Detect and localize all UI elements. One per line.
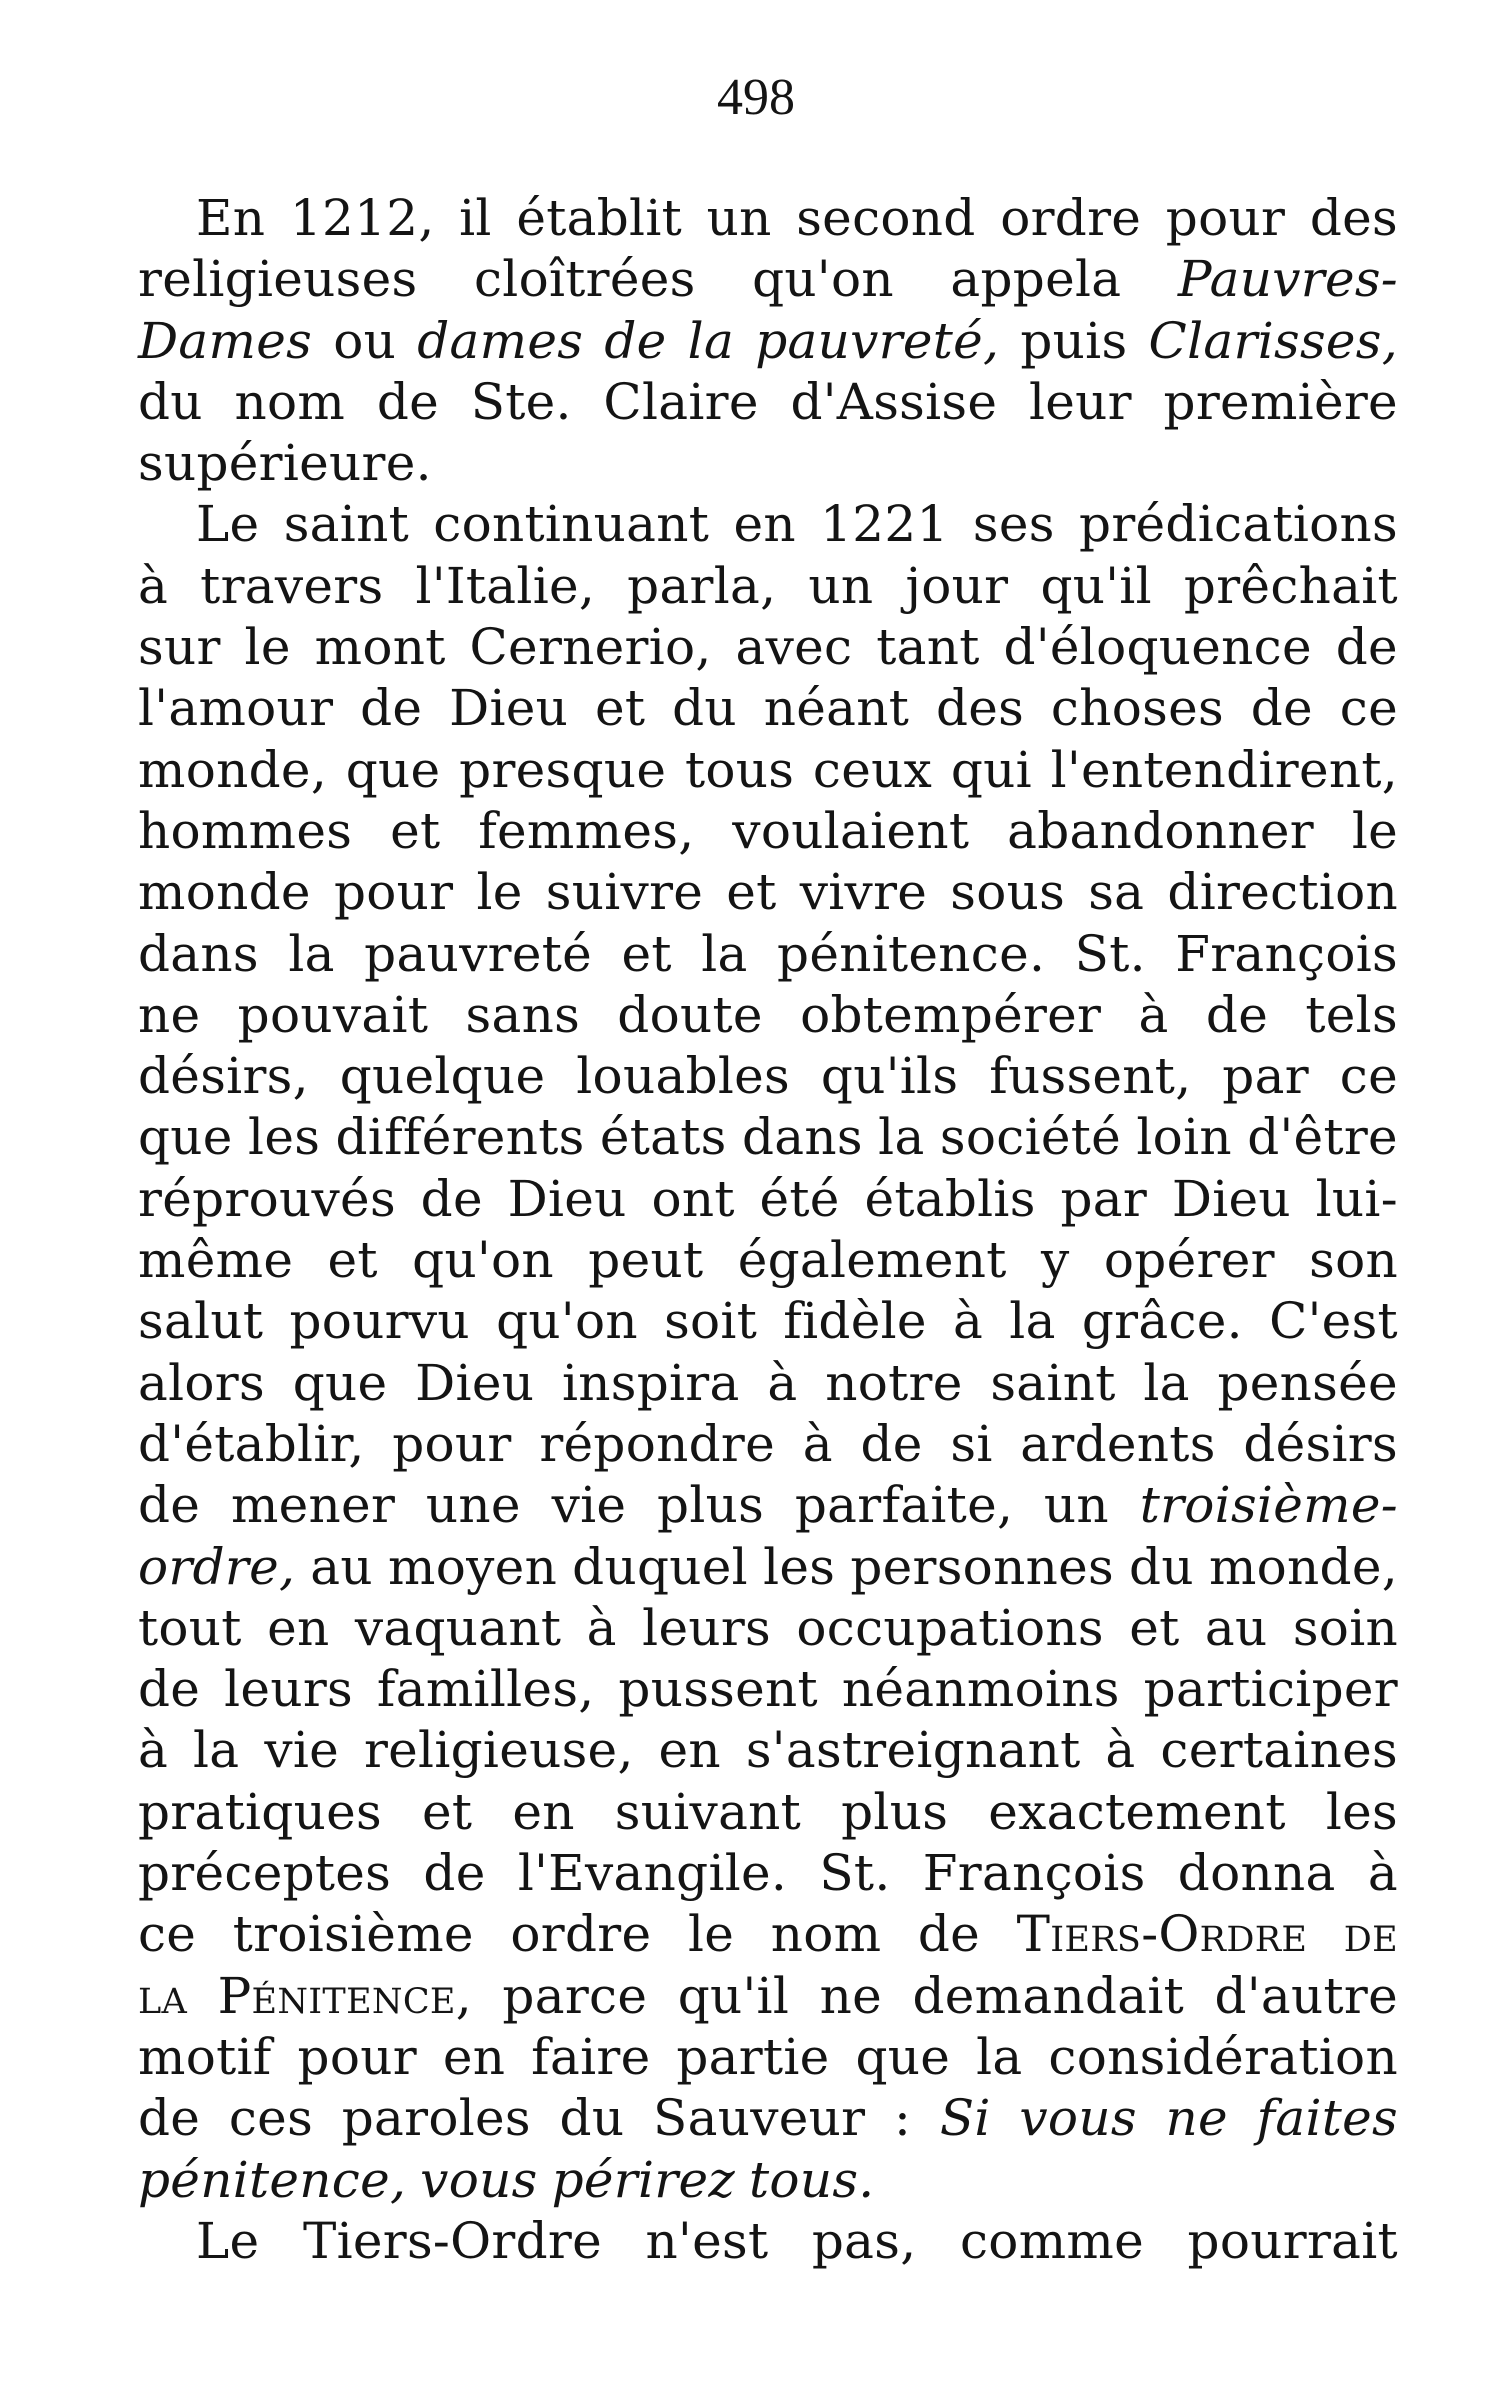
text-line bbox=[138, 862, 1398, 923]
word: plus bbox=[657, 1476, 765, 1535]
text-line bbox=[138, 1598, 1398, 1659]
word: hommes bbox=[138, 801, 353, 860]
word: la bbox=[288, 924, 335, 983]
word: d'être bbox=[1247, 1108, 1398, 1167]
word: plus bbox=[841, 1782, 949, 1841]
word: par bbox=[1060, 1169, 1148, 1228]
word: lui- bbox=[1315, 1169, 1398, 1228]
word: C'est bbox=[1269, 1292, 1398, 1351]
word: qui bbox=[950, 740, 1032, 799]
word: établit bbox=[516, 189, 683, 247]
word: François bbox=[922, 1844, 1146, 1903]
word: que bbox=[345, 740, 441, 799]
word: choses bbox=[1050, 679, 1224, 738]
word: second bbox=[796, 189, 976, 247]
word: à bbox=[952, 1292, 984, 1351]
word: société bbox=[939, 1108, 1122, 1167]
word: ne bbox=[819, 1966, 882, 2025]
word: que bbox=[855, 2027, 951, 2086]
word: en bbox=[512, 1782, 575, 1841]
word: ne bbox=[138, 985, 201, 1044]
word: suivant bbox=[614, 1782, 802, 1841]
word: états bbox=[599, 1108, 727, 1167]
text-line bbox=[138, 494, 1398, 555]
text-line bbox=[138, 2150, 1398, 2211]
word: François bbox=[1175, 924, 1398, 983]
word: Pénitence, bbox=[217, 1966, 472, 2025]
text-line bbox=[138, 801, 1398, 862]
word: participer bbox=[1143, 1660, 1398, 1719]
word: Cernerio, bbox=[469, 618, 712, 677]
word: Dieu bbox=[507, 1169, 627, 1228]
word: à bbox=[767, 1353, 798, 1412]
word: pauvreté bbox=[364, 924, 593, 983]
word: y bbox=[1041, 1231, 1070, 1290]
word: leur bbox=[1028, 372, 1132, 431]
word: d'éloquence bbox=[1003, 618, 1312, 677]
text-line bbox=[138, 1353, 1398, 1414]
word: ordre bbox=[1000, 189, 1142, 247]
word: l'Italie, bbox=[415, 556, 596, 615]
word: désirs, bbox=[138, 1047, 309, 1106]
word: de bbox=[604, 311, 667, 370]
word: ardents bbox=[1020, 1414, 1216, 1473]
word: pouvait bbox=[237, 985, 429, 1044]
word: St. bbox=[819, 1844, 891, 1903]
text-line bbox=[138, 1782, 1398, 1843]
word: la bbox=[976, 2027, 1023, 2086]
word: été bbox=[759, 1169, 840, 1228]
word: et bbox=[390, 801, 441, 860]
word: pussent bbox=[618, 1660, 818, 1719]
word: Le bbox=[196, 495, 260, 554]
word: d'Assise bbox=[790, 372, 998, 431]
word: considération bbox=[1048, 2027, 1398, 2086]
word: qu'il bbox=[677, 1966, 790, 2025]
word: avec bbox=[735, 618, 853, 677]
word: des bbox=[935, 679, 1025, 738]
word: voulaient bbox=[732, 801, 970, 860]
word: demandait bbox=[912, 1966, 1185, 2025]
word: salut bbox=[138, 1292, 264, 1351]
word: ordre bbox=[510, 1905, 652, 1964]
word: troisième bbox=[232, 1905, 474, 1964]
word: pensée bbox=[1217, 1353, 1398, 1412]
word: de bbox=[917, 1905, 981, 1964]
text-line bbox=[138, 311, 1398, 372]
word: également bbox=[737, 1231, 1007, 1290]
word: pour bbox=[297, 2027, 417, 2086]
word: suivre bbox=[545, 863, 704, 922]
word: religieuses bbox=[138, 250, 418, 309]
word: inspira bbox=[561, 1353, 740, 1412]
word: néanmoins bbox=[841, 1660, 1120, 1719]
word: la bbox=[1143, 1353, 1190, 1412]
word: dans bbox=[138, 924, 259, 983]
word: sur bbox=[138, 618, 221, 677]
word: réprouvés bbox=[138, 1169, 396, 1228]
word: cloîtrées bbox=[473, 250, 696, 309]
word: dames bbox=[417, 311, 584, 370]
word: travers bbox=[200, 556, 384, 615]
word: à bbox=[1138, 985, 1169, 1044]
word: mener bbox=[230, 1476, 396, 1535]
word: Si bbox=[939, 2089, 991, 2148]
word: ordre, bbox=[138, 1537, 296, 1596]
word: s'astreignant bbox=[745, 1721, 1081, 1780]
word: établis bbox=[864, 1169, 1036, 1228]
word: monde, bbox=[138, 740, 328, 799]
word: Le bbox=[196, 2211, 260, 2270]
text-line bbox=[138, 249, 1398, 310]
word: l'amour bbox=[138, 679, 334, 738]
word: prêchait bbox=[1183, 556, 1398, 615]
word: Sauveur bbox=[653, 2089, 866, 2148]
word: tant bbox=[876, 618, 980, 677]
word: troisième- bbox=[1139, 1476, 1398, 1535]
text-line bbox=[138, 1107, 1398, 1168]
word: si bbox=[950, 1414, 993, 1473]
word: et bbox=[1129, 1598, 1180, 1657]
word: parla, bbox=[627, 556, 777, 615]
word: de bbox=[1250, 679, 1313, 738]
word: néant bbox=[763, 679, 910, 738]
word: répondre bbox=[539, 1414, 776, 1473]
word: de bbox=[138, 1476, 201, 1535]
text-line bbox=[138, 188, 1398, 249]
word: du bbox=[559, 2089, 625, 2148]
word: appela bbox=[950, 250, 1122, 309]
word: la bbox=[687, 311, 735, 370]
word: soit bbox=[664, 1292, 758, 1351]
word: à bbox=[1105, 1721, 1136, 1780]
word: saint bbox=[283, 495, 409, 554]
word: familles, bbox=[376, 1660, 595, 1719]
text-line bbox=[138, 1659, 1398, 1720]
text-line bbox=[138, 1230, 1398, 1291]
word: à bbox=[1367, 1844, 1398, 1903]
word: Dieu bbox=[415, 1353, 535, 1412]
text-line bbox=[138, 433, 1398, 494]
text-line bbox=[138, 678, 1398, 739]
word: partie bbox=[676, 2027, 830, 2086]
text-line bbox=[138, 985, 1398, 1046]
word: alors bbox=[138, 1353, 265, 1412]
text-line bbox=[138, 1904, 1398, 1965]
word: d'établir, bbox=[138, 1414, 365, 1473]
word: continuant bbox=[433, 495, 710, 554]
word: puis bbox=[1020, 311, 1128, 370]
word: tous bbox=[684, 740, 795, 799]
word: En bbox=[196, 189, 266, 247]
word: Tiers-Ordre bbox=[302, 2211, 603, 2270]
word: faites bbox=[1256, 2089, 1398, 2148]
word: louables bbox=[576, 1047, 791, 1106]
page-number: 498 bbox=[717, 69, 795, 126]
word: ce bbox=[138, 1905, 197, 1964]
word: supérieure. bbox=[138, 434, 432, 493]
word: : bbox=[894, 2089, 912, 2148]
word: personnes bbox=[850, 1537, 1114, 1596]
word: de bbox=[360, 679, 423, 738]
word: qu'on bbox=[412, 1231, 554, 1290]
word: Ste. bbox=[470, 372, 572, 431]
word: peut bbox=[588, 1231, 704, 1290]
word: duquel bbox=[572, 1537, 748, 1596]
word: femmes, bbox=[478, 801, 695, 860]
word: l'Evangile. bbox=[517, 1844, 788, 1903]
word: vous bbox=[1019, 2089, 1137, 2148]
word: qu'ils bbox=[820, 1047, 959, 1106]
word: jour bbox=[905, 556, 1009, 615]
word: fidèle bbox=[783, 1292, 927, 1351]
word: dans bbox=[741, 1108, 863, 1167]
word: ceux bbox=[812, 740, 933, 799]
word: vous bbox=[420, 2150, 538, 2209]
word: opérer bbox=[1103, 1231, 1275, 1290]
text-line bbox=[138, 1537, 1398, 1598]
text-line bbox=[138, 617, 1398, 678]
word: les bbox=[763, 1537, 836, 1596]
word: le bbox=[476, 863, 523, 922]
word: pas, bbox=[811, 2211, 917, 2270]
word: pour bbox=[392, 1414, 512, 1473]
word: 1212, bbox=[289, 189, 435, 247]
word: de bbox=[420, 1169, 483, 1228]
word: d'autre bbox=[1214, 1966, 1398, 2025]
text-line bbox=[138, 924, 1398, 985]
word: sous bbox=[950, 863, 1066, 922]
word: 1221 bbox=[820, 495, 949, 554]
word: à bbox=[586, 1598, 617, 1657]
word: leurs bbox=[642, 1598, 771, 1657]
word: pour bbox=[333, 863, 454, 922]
word: en bbox=[658, 1721, 721, 1780]
word: de bbox=[138, 1660, 201, 1719]
word: le bbox=[687, 1905, 735, 1964]
word: vivre bbox=[799, 863, 928, 922]
word: son bbox=[1309, 1231, 1398, 1290]
word: direction bbox=[1167, 863, 1398, 922]
word: à bbox=[138, 1721, 169, 1780]
text-line bbox=[138, 1169, 1398, 1230]
word: par bbox=[1222, 1047, 1309, 1106]
word: presque bbox=[459, 740, 667, 799]
word: prédications bbox=[1079, 495, 1398, 554]
word: au bbox=[1204, 1598, 1268, 1657]
word: et bbox=[594, 679, 646, 738]
word: la bbox=[138, 1966, 188, 2025]
word: qu'on bbox=[496, 1292, 638, 1351]
word: première bbox=[1163, 372, 1398, 431]
word: pratiques bbox=[138, 1782, 382, 1841]
text-line bbox=[138, 1414, 1398, 1475]
word: périrez bbox=[551, 2150, 736, 2209]
word: donna bbox=[1177, 1844, 1336, 1903]
word: de bbox=[860, 1414, 923, 1473]
word: fussent, bbox=[989, 1047, 1192, 1106]
text-line bbox=[138, 1843, 1398, 1904]
word: du bbox=[1129, 1537, 1194, 1596]
word: de bbox=[1335, 618, 1398, 677]
word: de bbox=[138, 2089, 201, 2148]
word: quelque bbox=[339, 1047, 546, 1106]
word: abandonner bbox=[1007, 801, 1314, 860]
word: que bbox=[292, 1353, 388, 1412]
word: Pauvres- bbox=[1177, 250, 1398, 309]
word: la bbox=[1009, 1292, 1056, 1351]
word: préceptes bbox=[138, 1844, 392, 1903]
word: ce bbox=[1339, 679, 1398, 738]
word: parfaite, bbox=[794, 1476, 1014, 1535]
word: moyen bbox=[388, 1537, 558, 1596]
word: en bbox=[733, 495, 796, 554]
word: Claire bbox=[603, 372, 759, 431]
text-line bbox=[138, 372, 1398, 433]
text-line bbox=[138, 2088, 1398, 2149]
word: nom bbox=[234, 372, 346, 431]
text-line bbox=[138, 1046, 1398, 1107]
word: en bbox=[442, 2027, 506, 2086]
word: la bbox=[701, 924, 748, 983]
word: désirs bbox=[1243, 1414, 1398, 1473]
word: du bbox=[138, 372, 203, 431]
word: au bbox=[310, 1537, 373, 1596]
text-line bbox=[138, 556, 1398, 617]
word: motif bbox=[138, 2027, 272, 2086]
word: tels bbox=[1305, 985, 1398, 1044]
word: pour bbox=[1165, 189, 1286, 247]
word: Dieu bbox=[449, 679, 569, 738]
word: St. bbox=[1074, 924, 1146, 983]
word: des bbox=[1309, 189, 1398, 247]
word: ou bbox=[333, 311, 397, 370]
word: saint bbox=[990, 1353, 1116, 1412]
word: soin bbox=[1292, 1598, 1398, 1657]
word: à bbox=[138, 556, 169, 615]
word: ont bbox=[651, 1169, 735, 1228]
word: faire bbox=[531, 2027, 651, 2086]
word: les bbox=[248, 1108, 321, 1167]
word: un bbox=[1043, 1476, 1109, 1535]
word: comme bbox=[959, 2211, 1145, 2270]
word: de bbox=[1343, 1905, 1398, 1964]
text-line bbox=[138, 1966, 1398, 2027]
word: qu'on bbox=[752, 250, 894, 309]
word: vie bbox=[264, 1721, 340, 1780]
word: ces bbox=[228, 2089, 314, 2148]
word: grâce. bbox=[1081, 1292, 1243, 1351]
word: le bbox=[244, 618, 291, 677]
word: sa bbox=[1088, 863, 1145, 922]
word: et bbox=[726, 863, 777, 922]
body-text bbox=[138, 188, 1398, 2272]
word: leurs bbox=[224, 1660, 353, 1719]
word: ses bbox=[972, 495, 1055, 554]
word: tout bbox=[138, 1598, 242, 1657]
word: de bbox=[423, 1844, 486, 1903]
word: même bbox=[138, 1231, 294, 1290]
word: certaines bbox=[1160, 1721, 1398, 1780]
word: occupations bbox=[796, 1598, 1104, 1657]
word: pourvu bbox=[289, 1292, 470, 1351]
word: monde, bbox=[1208, 1537, 1398, 1596]
word: vaquant bbox=[354, 1598, 562, 1657]
word: Dames bbox=[138, 311, 313, 370]
word: Tiers-Ordre bbox=[1016, 1905, 1308, 1964]
word: que bbox=[138, 1108, 233, 1167]
word: vie bbox=[551, 1476, 627, 1535]
word: l'entendirent, bbox=[1050, 740, 1398, 799]
word: différents bbox=[335, 1108, 585, 1167]
word: pénitence. bbox=[777, 924, 1046, 983]
word: notre bbox=[825, 1353, 963, 1412]
word: ce bbox=[1339, 1047, 1398, 1106]
word: et bbox=[327, 1231, 378, 1290]
word: pourrait bbox=[1187, 2211, 1398, 2270]
word: pénitence, bbox=[138, 2150, 407, 2209]
word: il bbox=[459, 189, 492, 247]
text-line bbox=[138, 2027, 1398, 2088]
word: loin bbox=[1136, 1108, 1232, 1167]
word: religieuse, bbox=[363, 1721, 634, 1780]
text-line bbox=[138, 740, 1398, 801]
word: exactement bbox=[988, 1782, 1286, 1841]
word: le bbox=[1351, 801, 1398, 860]
word: Dieu bbox=[1171, 1169, 1291, 1228]
word: de bbox=[376, 372, 440, 431]
word: doute bbox=[617, 985, 763, 1044]
word: les bbox=[1325, 1782, 1398, 1841]
word: à bbox=[802, 1414, 833, 1473]
word: parce bbox=[502, 1966, 648, 2025]
word: la bbox=[193, 1721, 240, 1780]
word: en bbox=[267, 1598, 330, 1657]
word: qu'il bbox=[1040, 556, 1152, 615]
word: monde bbox=[138, 863, 311, 922]
word: pauvreté, bbox=[755, 311, 1000, 370]
word: ne bbox=[1165, 2089, 1228, 2148]
text-line bbox=[138, 1475, 1398, 1536]
word: une bbox=[425, 1476, 521, 1535]
word: et bbox=[422, 1782, 473, 1841]
word: n'est bbox=[645, 2211, 769, 2270]
word: et bbox=[621, 924, 672, 983]
text-line bbox=[138, 2211, 1398, 2272]
word: Clarisses, bbox=[1148, 311, 1398, 370]
word: un bbox=[706, 189, 772, 247]
word: tous. bbox=[749, 2150, 875, 2209]
word: obtempérer bbox=[800, 985, 1102, 1044]
word: un bbox=[808, 556, 874, 615]
text-line bbox=[138, 1291, 1398, 1352]
word: paroles bbox=[341, 2089, 531, 2148]
word: du bbox=[672, 679, 737, 738]
word: sans bbox=[465, 985, 581, 1044]
word: de bbox=[1205, 985, 1269, 1044]
text-line bbox=[138, 1720, 1398, 1781]
word: nom bbox=[770, 1905, 882, 1964]
word: la bbox=[878, 1108, 925, 1167]
word: mont bbox=[314, 618, 446, 677]
